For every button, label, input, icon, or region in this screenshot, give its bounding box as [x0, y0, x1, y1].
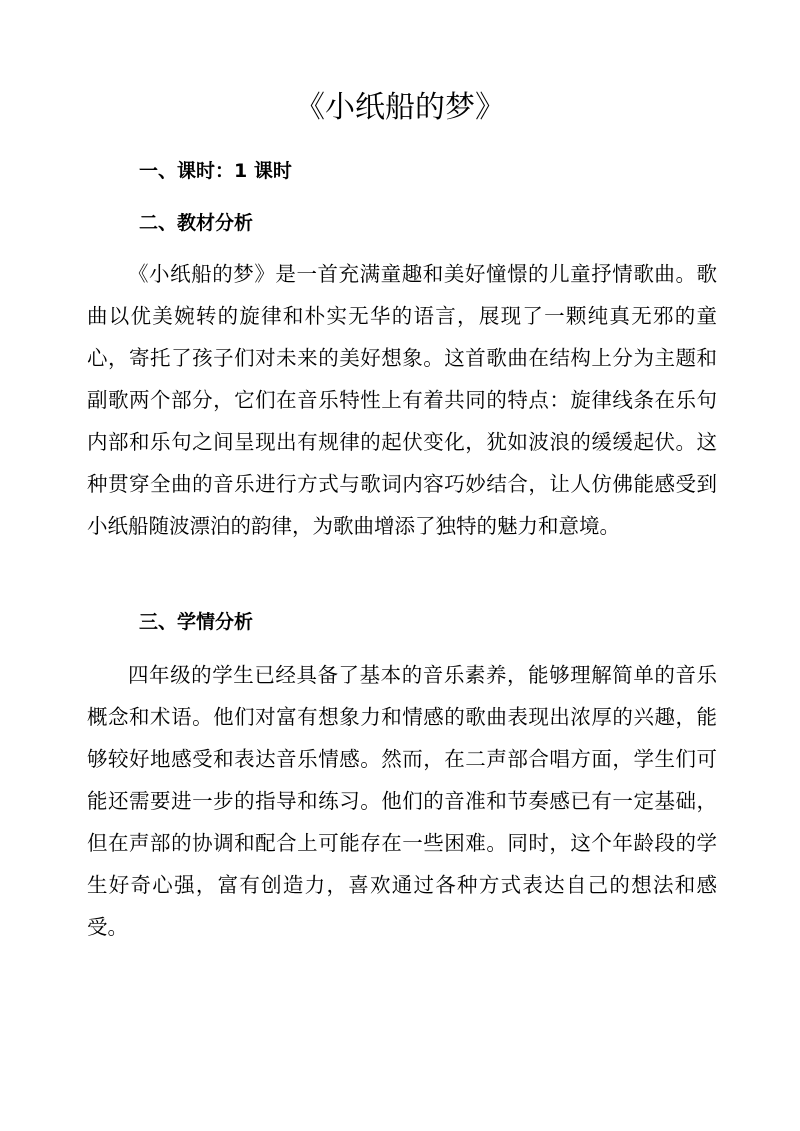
material-analysis-paragraph: 《小纸船的梦》是一首充满童趣和美好憧憬的儿童抒情歌曲。歌曲以优美婉转的旋律和朴实无华的语言，展现了一颗纯真无邪的童心，寄托了孩子们对未来的美好想象。这首歌曲在结构上分为主题和副歌两个部分，它们在音乐特性上有着共同的特点：旋律线条在乐句内部和乐句之间呈现出有规律的起伏变化，犹如波浪的缓缓起伏。这种贯穿全曲的音乐进行方式与歌词内容巧妙结合，让人仿佛能感受到小纸船随波漂泊的韵律，为歌曲增添了独特的魅力和意境。 [87, 262, 717, 538]
section-heading-student-analysis: 三、学情分析 [139, 611, 254, 633]
section-heading-material-analysis: 二、教材分析 [139, 212, 254, 234]
document-title: 《小纸船的梦》 [295, 90, 505, 125]
section-heading-class-hours: 一、课时：1 课时 [139, 160, 292, 182]
student-analysis-paragraph: 四年级的学生已经具备了基本的音乐素养，能够理解简单的音乐概念和术语。他们对富有想象力和情感的歌曲表现出浓厚的兴趣，能够较好地感受和表达音乐情感。然而，在二声部合唱方面，学生们可能还需要进一步的指导和练习。他们的音准和节奏感已有一定基础，但在声部的协调和配合上可能存在一些困难。同时，这个年龄段的学生好奇心强，富有创造力，喜欢通过各种方式表达自己的想法和感受。 [87, 663, 717, 939]
